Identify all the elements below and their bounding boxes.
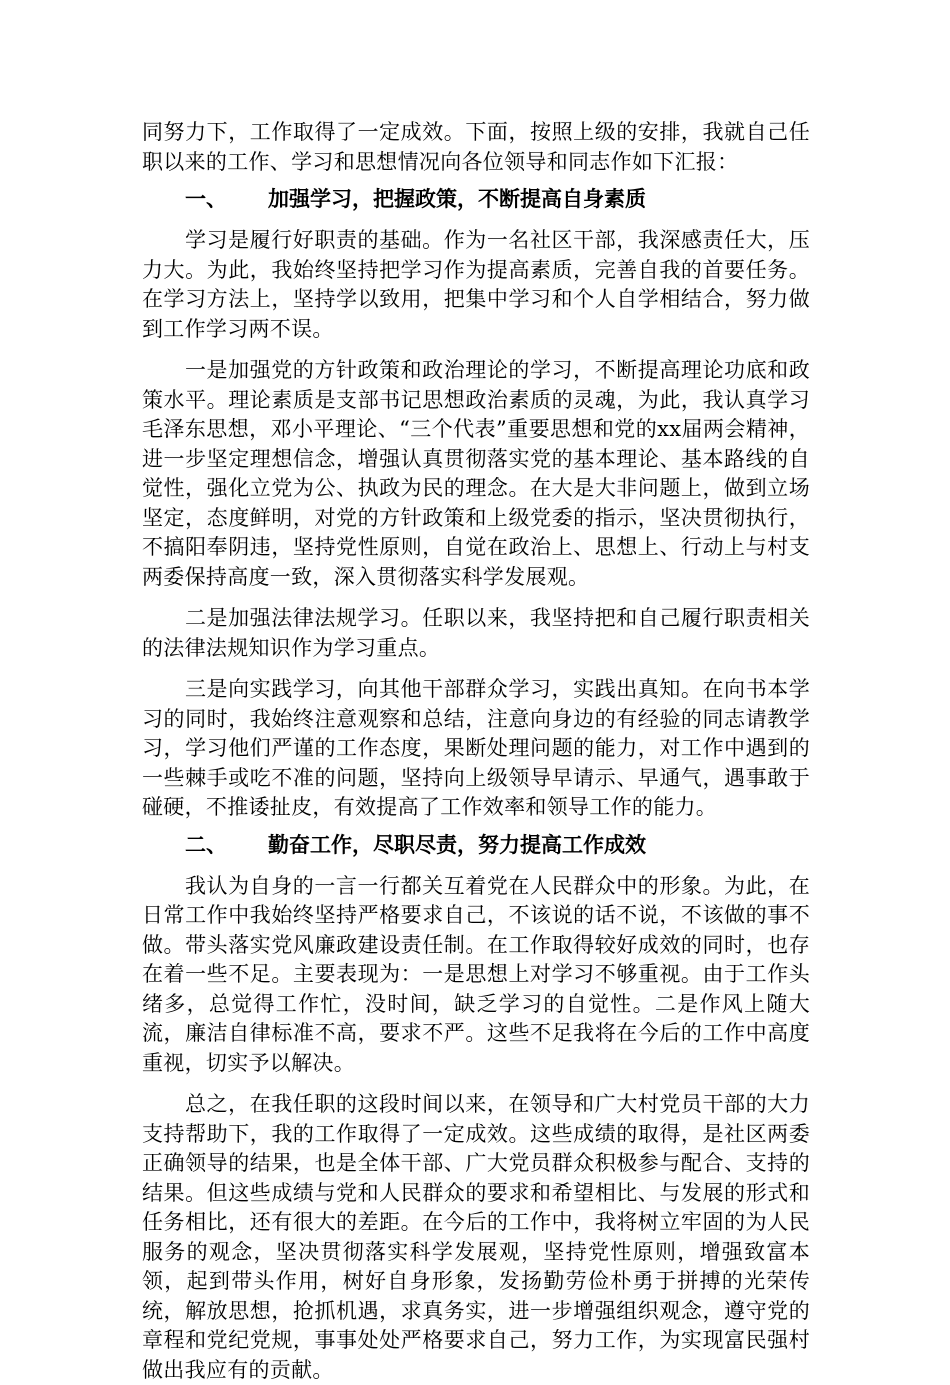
body-paragraph: 三是向实践学习，向其他干部群众学习，实践出真知。在向书本学习的同时，我始终注意观察和总结，注意向身边的有经验的同志请教学习，学习他们严谨的工作态度，果断处理问题的能力，对工作中遇到的一些棘手或吃不准的问题，坚持向上级领导早请示、早通气，遇事敢于碰硬，不推诿扯皮，有效提高了工作效率和领导工作的能力。 [142,677,810,819]
section-number: 一、 [185,186,227,211]
body-paragraph: 同努力下，工作取得了一定成效。下面，按照上级的安排，我就自己任职以来的工作、学习和思想情况向各位领导和同志作如下汇报： [142,120,810,174]
body-paragraph: 总之，在我任职的这段时间以来，在领导和广大村党员干部的大力支持帮助下，我的工作取得了一定成效。这些成绩的取得，是社区两委正确领导的结果，也是全体干部、广大党员群众积极参与配合、支持的结果。但这些成绩与党和人民群众的要求和希望相比、与发展的形式和任务相比，还有很大的差距。在今后的工作中，我将树立牢固的为人民服务的观念，坚决贯彻落实科学发展观，坚持党性原则，增强致富本领，起到带头作用，树好自身形象，发扬勤劳俭朴勇于拼搏的光荣传统，解放思想，抢抓机遇，求真务实，进一步增强组织观念，遵守党的章程和党纪党规，事事处处严格要求自己，努力工作，为实现富民强村做出我应有的贡献。 [142,1092,810,1382]
section-heading-1 [142,184,810,214]
body-paragraph: 一是加强党的方针政策和政治理论的学习，不断提高理论功底和政策水平。理论素质是支部书记思想政治素质的灵魂，为此，我认真学习毛泽东思想，邓小平理论、“三个代表”重要思想和党的xx届两会精神，进一步坚定理想信念，增强认真贯彻落实党的基本理论、基本路线的自觉性，强化立党为公、执政为民的理念。在大是大非问题上，做到立场坚定，态度鲜明，对党的方针政策和上级党委的指示，坚决贯彻执行，不搞阳奉阴违，坚持党性原则，自觉在政治上、思想上、行动上与村支两委保持高度一致，深入贯彻落实科学发展观。 [142,358,810,589]
section-title: 勤奋工作，尽职尽责，努力提高工作成效 [268,831,646,857]
body-paragraph: 二是加强法律法规学习。任职以来，我坚持把和自己履行职责相关的法律法规知识作为学习重点。 [142,606,810,660]
section-heading-2 [142,830,810,860]
section-number: 二、 [185,831,227,857]
body-paragraph: 学习是履行好职责的基础。作为一名社区干部，我深感责任大，压力大。为此，我始终坚持把学习作为提高素质，完善自我的首要任务。在学习方法上，坚持学以致用，把集中学习和个人自学相结合，努力做到工作学习两不误。 [142,228,810,341]
body-paragraph: 我认为自身的一言一行都关互着党在人民群众中的形象。为此，在日常工作中我始终坚持严格要求自己，不该说的话不说，不该做的事不做。带头落实党风廉政建设责任制。在工作取得较好成效的同时，也存在着一些不足。主要表现为：一是思想上对学习不够重视。由于工作头绪多，总觉得工作忙，没时间，缺乏学习的自觉性。二是作风上随大流，廉洁自律标准不高，要求不严。这些不足我将在今后的工作中高度重视，切实予以解决。 [142,873,810,1075]
section-title: 加强学习，把握政策，不断提高自身素质 [268,186,646,211]
document-page [142,118,810,1385]
